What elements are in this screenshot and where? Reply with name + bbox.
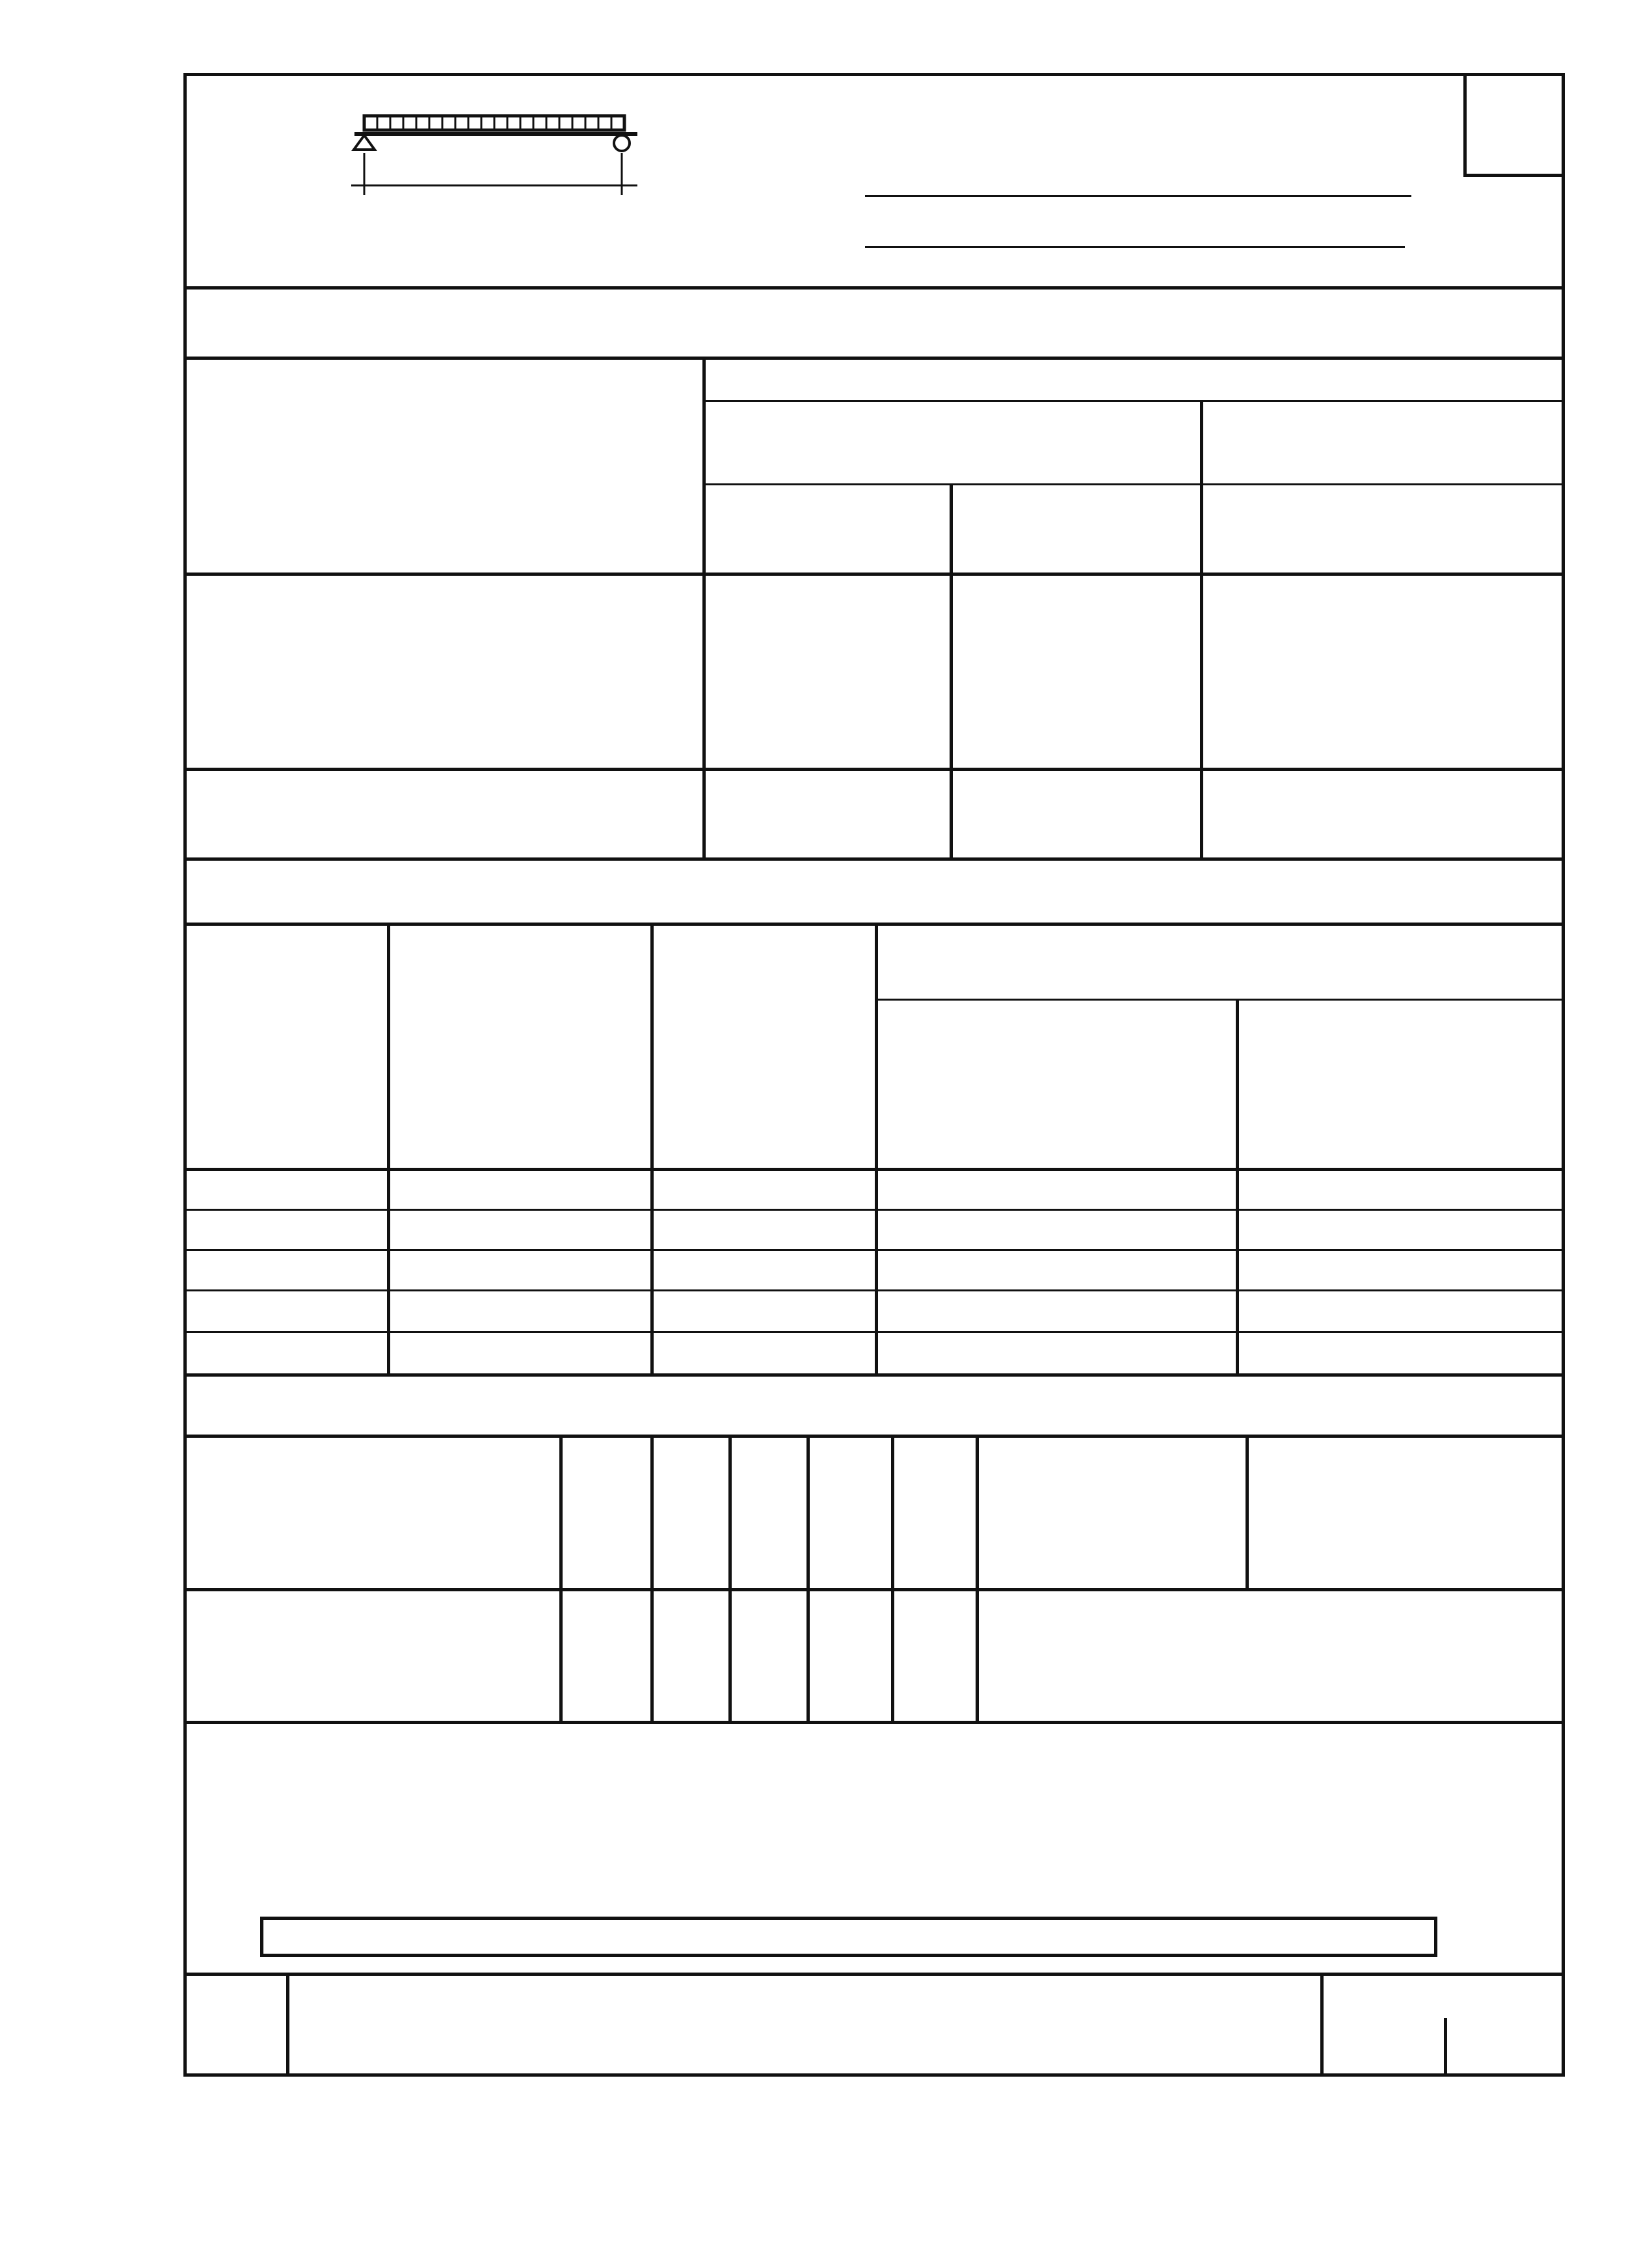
load-scheme-diagram — [351, 104, 715, 202]
right-support — [614, 135, 630, 151]
gost-note-underline — [865, 195, 1411, 197]
sheet-frame — [183, 73, 1565, 2077]
gost-note-underline-2 — [865, 246, 1405, 248]
method-box — [260, 1917, 1437, 1957]
left-support — [354, 135, 375, 150]
sheet-number-box — [1463, 73, 1565, 177]
